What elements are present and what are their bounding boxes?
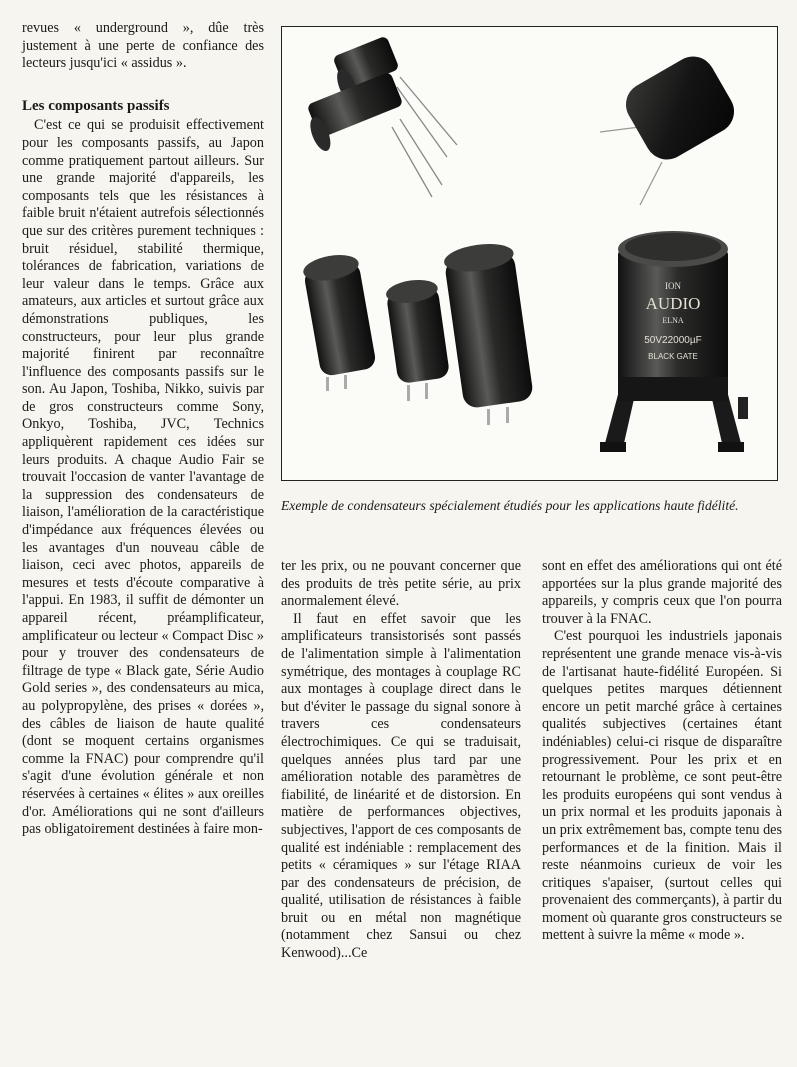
can-label-audio: AUDIO xyxy=(645,294,701,313)
column3-p1: sont en effet des améliorations qui ont été apportées sur la plus grande majorité des appareils, y compris ceux que l'on pourra trouver à la FNAC. xyxy=(542,558,782,627)
can-label-brand: ION xyxy=(665,281,681,291)
column3-p2: C'est pourquoi les industriels japonais représentent une grande menace vis-à-vis de l'artisanat haute-fidélité Européen. Si quelques petites marques détiennent encore un petit marché grâce à certaines qualités subjectives (certaines étant indéniables) celui-ci risque de disparaître progressivement. Pour les prix et en retournant le problème, ce sont peut-être les produits européens qui sont vendus à un prix normal et les produits japonais à un prix extrêmement bas, compte tenu des performances et de la finition. Mais il reste néanmoins curieux de voir les critiques s'apaiser, (surtout celles qui provenaient des commerçants), à partir du moment où quarante gros constructeurs se mettent à suivre la même « mode ». xyxy=(542,628,782,944)
article-column-1 xyxy=(22,20,264,839)
capacitor-photo xyxy=(281,26,778,481)
square-capacitor xyxy=(600,48,742,205)
snap-in-capacitor-1 xyxy=(301,251,377,391)
photo-caption: Exemple de condensateurs spécialement étudiés pour les applications haute fidélité. xyxy=(281,498,739,513)
column2-p1: ter les prix, ou ne pouvant concerner que des produits de très petite série, au prix anormalement élevé. xyxy=(281,558,521,610)
snap-in-capacitor-3 xyxy=(442,240,534,425)
small-capacitor-2 xyxy=(306,71,442,197)
capacitors-illustration xyxy=(282,27,776,479)
article-column-3 xyxy=(542,558,782,945)
column1-body: C'est ce qui se produisit effectivement pour les composants passifs, au Japon comme pratiquement partout ailleurs. Sur une grande majorité d'appareils, les composants tels que les résistances à faible bruit n'étaient autrefois sélectionnés que sur des critères purement techniques : bruit résiduel, stabilité thermique, tolérances de fabrication, variations de leur valeur dans le temps. Grâce aux amateurs, aux articles et surtout grâce aux démonstrations publiques, les constructeurs, pour leur plus grande majorité finirent par reconnaître l'influence des composants passifs sur le son. Au Japon, Toshiba, Nikko, suivis par de gros constructeurs comme Sony, Onkyo, Toshiba, JVC, Technics appliquèrent rapidement ces idées sur leurs produits. A chaque Audio Fair se trouvait l'occasion de vanter l'avantage de la suppression des condensateurs de liaison, l'amélioration de la caractéristique d'impédance aux fréquences élevées ou les avantages d'un nouveau câble de liaison, ceci avec photos, appareils de mesures et tests d'écoute comparative à l'appui. En 1983, il suffit de démonter un appareil récent, préamplificateur, amplificateur ou lecteur « Compact Disc » pour y trouver des condensateurs de filtrage de type « Black gate, Série Audio Gold series », des condensateurs au mica, au polypropylène, des prises « dorées », des câbles de liaison de haute qualité (dont se moquent certains organismes comme la FNAC) pour comprendre qu'il s'agit d'une évolution générale et non réservées à certaines « élites » aux oreilles d'or. Améliorations qui ne sont d'ailleurs pas obligatoirement destinées à faire mon- xyxy=(22,117,264,838)
can-label-series: BLACK GATE xyxy=(648,352,698,361)
can-label-rating: 50V22000µF xyxy=(644,335,702,346)
snap-in-capacitor-2 xyxy=(385,277,451,401)
article-column-2 xyxy=(281,558,521,963)
section-heading: Les composants passifs xyxy=(22,97,170,114)
large-audio-capacitor xyxy=(600,231,748,452)
column1-intro: revues « underground », dûe très justement à une perte de confiance des lecteurs jusqu'ici « assidus ». xyxy=(22,20,264,72)
can-label-maker: ELNA xyxy=(662,316,684,325)
column2-p2: Il faut en effet savoir que les amplificateurs transistorisés sont passés de l'alimentation simple à l'alimentation symétrique, des montages à couplage RC aux montages à couplage direct dans le but d'éviter le passage du signal sonore à travers ces condensateurs électrochimiques. Ce qui se traduisait, quelques années plus tard par une amélioration notable des paramètres de fiabilité, de linéarité et de distorsion. En matière de performances objectives, subjectives, l'apport de ces composants de qualité est indéniable : remplacement des petits « céramiques » sur l'étage RIAA par des condensateurs de précision, de qualité, utilisation de résistances à faible bruit ou en métal non magnétique (notamment chez Sansui ou chez Kenwood)...Ce xyxy=(281,610,521,962)
